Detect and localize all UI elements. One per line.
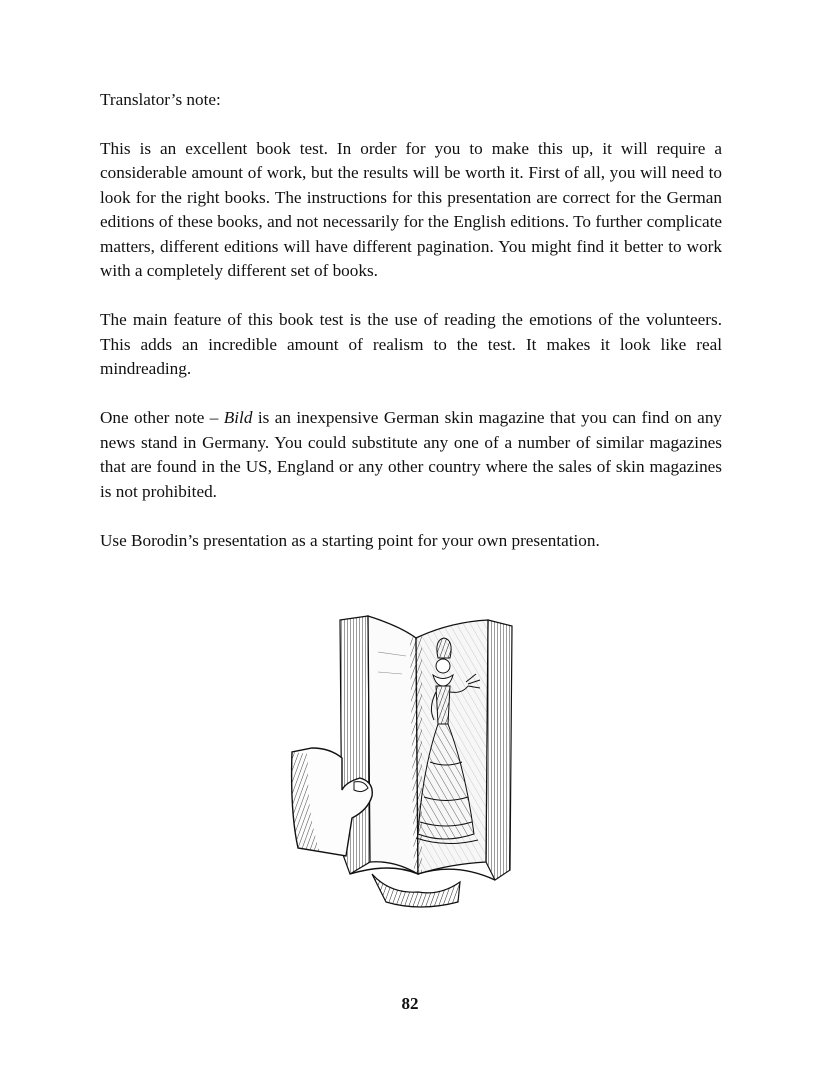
hand-holding-book-engraving-icon [290, 612, 530, 912]
paragraph-borodin: Use Borodin’s presentation as a starting point for your own presentation. [100, 530, 600, 550]
paragraph-book-test: This is an excellent book test. In order for you to make this up, it will require a considerable amount of work, but the results will be worth it. First of all, you will need to look for the right books. The instructions for this presentation are correct for the German editions of these books, and not necessarily for the English editions. To further complicate matters, different editions will have different pagination. You might find it better to work with a completely different set of books. [100, 138, 722, 280]
bild-title: Bild [223, 408, 253, 427]
note-heading: Translator’s note: [100, 90, 221, 109]
text-body [100, 88, 722, 578]
bild-note-suffix: is an inexpensive German skin magazine that you can find on any news stand in Germany. You could substitute any one of a number of similar magazines that are found in the US, England or any other country where the sales of skin magazines is not prohibited. [100, 408, 723, 501]
bild-note-prefix: One other note – [100, 408, 224, 427]
page-number: 82 [401, 994, 419, 1013]
paragraph-bild-note [100, 406, 722, 504]
paragraph-emotions: The main feature of this book test is the use of reading the emotions of the volunteers. This adds an incredible amount of realism to the test. It makes it look like real mindreading. [100, 310, 722, 378]
